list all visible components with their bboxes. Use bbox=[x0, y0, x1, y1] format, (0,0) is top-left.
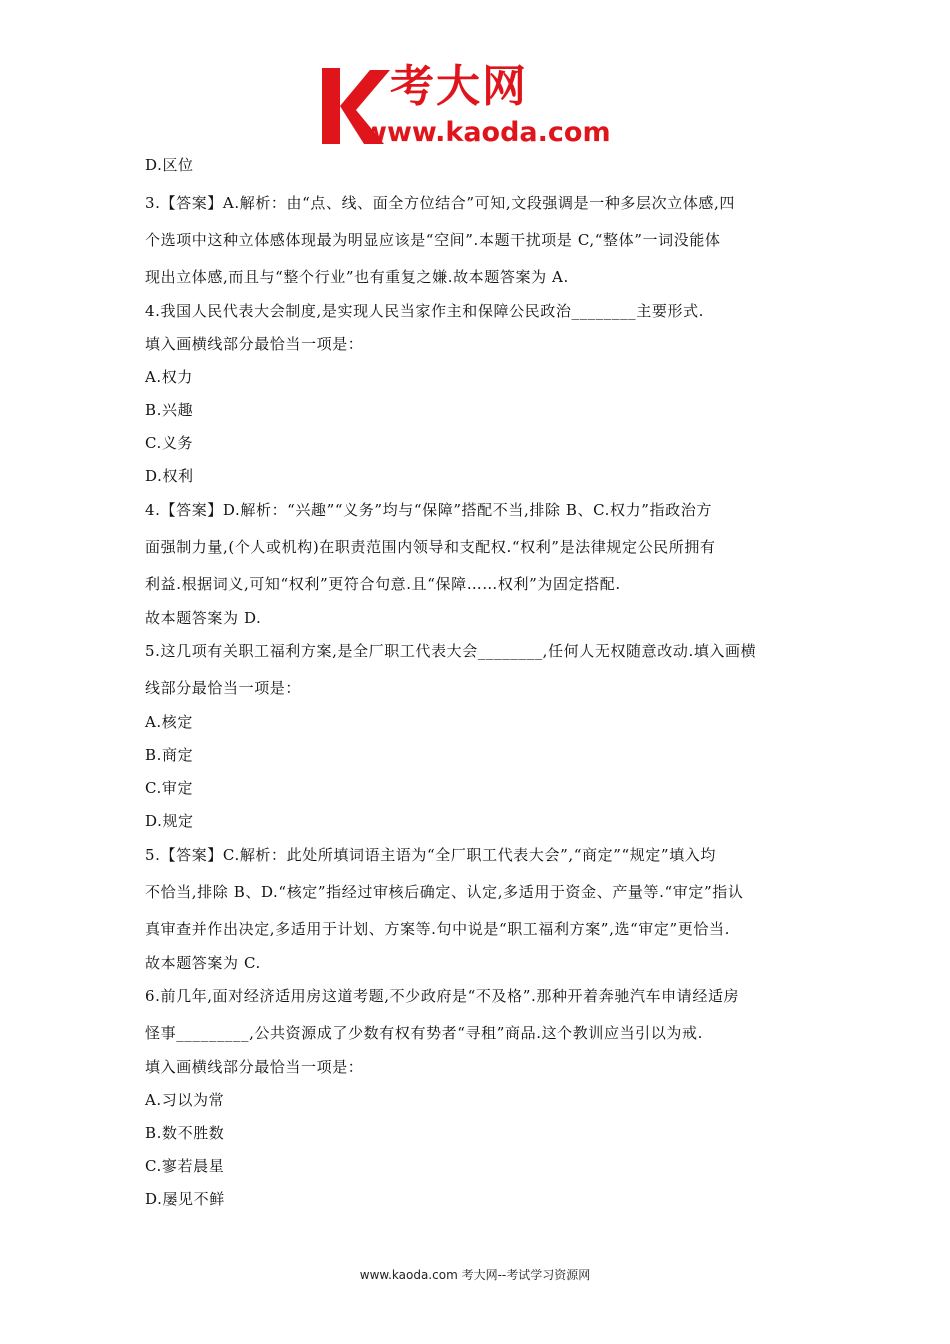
text-line: A.核定 bbox=[145, 713, 194, 731]
logo-brand-text: 考大网 bbox=[390, 61, 528, 112]
text-line: 线部分最恰当一项是： bbox=[145, 679, 302, 697]
text-line: C.义务 bbox=[145, 434, 194, 452]
text-line: D.区位 bbox=[145, 156, 194, 174]
text-line: D.规定 bbox=[145, 812, 194, 830]
kaoda-logo bbox=[318, 62, 648, 152]
text-line: 不恰当,排除 B、D.“核定”指经过审核后确定、认定,多适用于资金、产量等.“审定”指认 bbox=[145, 883, 744, 901]
text-line: 利益.根据词义,可知“权利”更符合句意.且“保障……权利”为固定搭配. bbox=[145, 575, 621, 593]
text-line: 填入画横线部分最恰当一项是： bbox=[145, 335, 364, 353]
text-line: 故本题答案为 C. bbox=[145, 954, 261, 972]
text-line: 5.这几项有关职工福利方案,是全厂职工代表大会________,任何人无权随意改动.填入画横 bbox=[145, 642, 757, 660]
logo-url-text: www.kaoda.com bbox=[362, 117, 611, 148]
text-line: 6.前几年,面对经济适用房这道考题,不少政府是“不及格”.那种开着奔驰汽车申请经适房 bbox=[145, 987, 740, 1005]
text-line: B.数不胜数 bbox=[145, 1124, 225, 1142]
text-line: 5.【答案】C.解析：此处所填词语主语为“全厂职工代表大会”,“商定”“规定”填入均 bbox=[145, 846, 717, 864]
text-line: C.审定 bbox=[145, 779, 194, 797]
text-line: B.兴趣 bbox=[145, 401, 194, 419]
text-line: A.权力 bbox=[145, 368, 194, 386]
text-line: 3.【答案】A.解析：由“点、线、面全方位结合”可知,文段强调是一种多层次立体感,四 bbox=[145, 194, 735, 212]
page-footer: www.kaoda.com 考大网--考试学习资源网 bbox=[359, 1268, 591, 1282]
text-line: 怪事_________,公共资源成了少数有权有势者“寻租”商品.这个教训应当引以为戒. bbox=[145, 1024, 703, 1042]
text-line: A.习以为常 bbox=[145, 1091, 225, 1109]
text-line: 面强制力量,(个人或机构)在职责范围内领导和支配权.“权利”是法律规定公民所拥有 bbox=[145, 538, 716, 556]
text-line: 填入画横线部分最恰当一项是： bbox=[145, 1058, 364, 1076]
text-line: 4.【答案】D.解析：“兴趣”“义务”均与“保障”搭配不当,排除 B、C.权力”指政治方 bbox=[145, 501, 712, 519]
text-line: D.屡见不鲜 bbox=[145, 1190, 225, 1208]
text-line: B.商定 bbox=[145, 746, 194, 764]
text-line: 故本题答案为 D. bbox=[145, 609, 262, 627]
text-line: D.权利 bbox=[145, 467, 194, 485]
text-line: C.寥若晨星 bbox=[145, 1157, 225, 1175]
text-line: 真审查并作出决定,多适用于计划、方案等.句中说是“职工福利方案”,选“审定”更恰当. bbox=[145, 920, 730, 938]
text-line: 个选项中这种立体感体现最为明显应该是“空间”.本题干扰项是 C,“整体”一词没能体 bbox=[145, 231, 721, 249]
text-line: 4.我国人民代表大会制度,是实现人民当家作主和保障公民政治________主要形式. bbox=[145, 302, 705, 320]
text-line: 现出立体感,而且与“整个行业”也有重复之嫌.故本题答案为 A. bbox=[145, 268, 569, 286]
